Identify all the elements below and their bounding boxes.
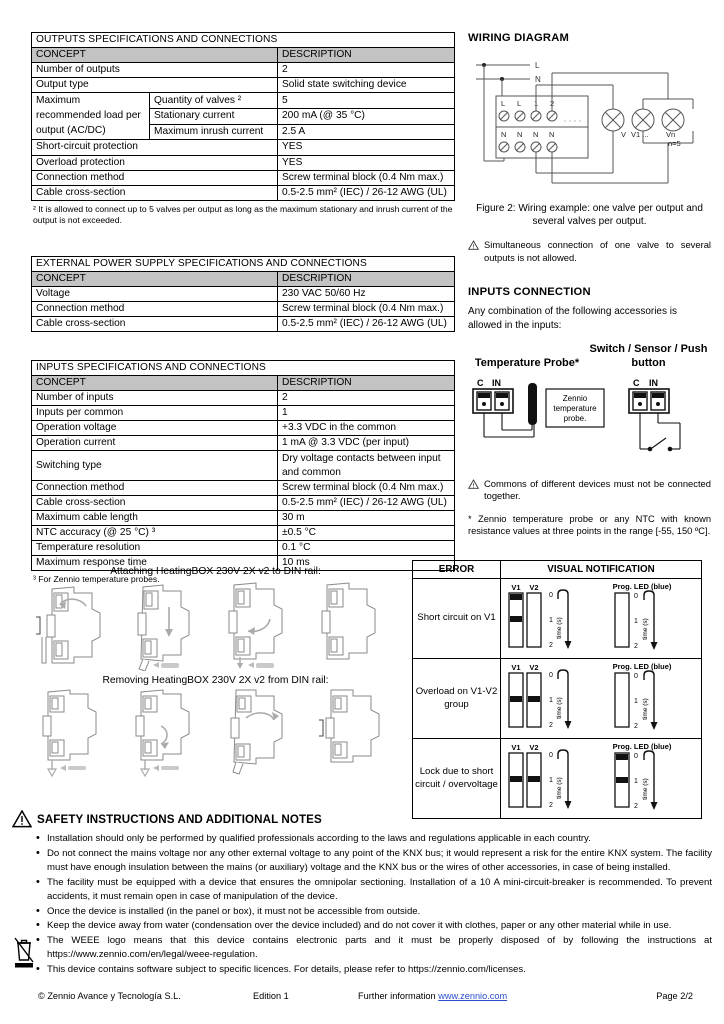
table-row <box>32 140 455 155</box>
cell-description: YES <box>278 155 455 170</box>
table-row <box>32 451 455 481</box>
axis-tick: 2 <box>549 642 553 649</box>
cell-concept: Operation current <box>32 436 278 451</box>
cell-description: 230 VAC 50/60 Hz <box>278 287 455 302</box>
commons-warning-text: Commons of different devices must not be connected together. <box>484 477 711 502</box>
table-row <box>32 480 455 495</box>
temperature-probe-heading: Temperature Probe* <box>474 357 580 370</box>
cell-description: 2.5 A <box>278 124 455 140</box>
axis-tick: 1 <box>549 697 553 704</box>
cell-concept: Operation voltage <box>32 421 278 436</box>
led-timing-diagram-row3 <box>503 741 699 813</box>
cell-description: Screw terminal block (0.4 Nm max.) <box>278 170 455 185</box>
column-header-visual-notification: VISUAL NOTIFICATION <box>501 561 702 579</box>
probe-box-line1: Zennio <box>562 393 588 403</box>
safety-title: SAFETY INSTRUCTIONS AND ADDITIONAL NOTES <box>37 812 322 826</box>
error-visual-cell <box>501 739 702 819</box>
cell-concept: Connection method <box>32 302 278 317</box>
axis-label: time (s) <box>556 697 563 719</box>
error-table <box>412 560 702 819</box>
table-row <box>32 287 455 302</box>
cell-concept: Cable cross-section <box>32 185 278 200</box>
table-row <box>32 93 455 109</box>
led-label-v1: V1 <box>511 743 521 752</box>
led-label-v2: V2 <box>529 743 539 752</box>
list-item: • Installation should only be performed by qualified professionals according to the laws and regulations applicable in each country. <box>38 832 712 846</box>
inputs-table <box>31 360 455 571</box>
terminal-label-c: C <box>477 377 484 388</box>
valve-label-first: V1 ... <box>631 130 649 139</box>
warning-triangle-icon <box>12 810 32 828</box>
axis-tick: 2 <box>549 722 553 729</box>
cell-description: 1 mA @ 3.3 VDC (per input) <box>278 436 455 451</box>
valve-label-single: V <box>621 130 627 139</box>
table-row <box>413 739 702 819</box>
prog-led-label: Prog. LED (blue) <box>612 662 672 671</box>
cell-description: 10 ms <box>278 555 455 570</box>
terminal-label-in: IN <box>492 377 501 388</box>
warning-triangle-icon <box>468 240 479 250</box>
footer-copyright: © Zennio Avance y Tecnología S.L. <box>38 991 181 1001</box>
power-supply-table <box>31 256 455 332</box>
cell-concept: Temperature resolution <box>32 540 278 555</box>
din-remove-caption: Removing HeatingBOX 230V 2X v2 from DIN rail: <box>102 675 329 686</box>
cell-concept: Output type <box>32 78 278 93</box>
din-attach-step-4 <box>313 579 397 671</box>
din-remove-steps <box>28 688 403 780</box>
terminal-label-c: C <box>633 377 640 388</box>
accessory-headings-row <box>468 343 711 371</box>
din-remove-step-2 <box>127 688 211 780</box>
safety-heading-row <box>12 810 712 828</box>
cell-subconcept: Quantity of valves ² <box>150 93 278 109</box>
power-supply-block <box>31 256 455 332</box>
cell-description: ±0.5 °C <box>278 525 455 540</box>
din-attach-caption: Attaching HeatingBOX 230V 2X v2 to DIN rail: <box>110 566 321 577</box>
cell-concept: Voltage <box>32 287 278 302</box>
inputs-specifications-block <box>31 360 455 585</box>
valve-label-last: Vn <box>666 130 676 139</box>
cell-description: Screw terminal block (0.4 Nm max.) <box>278 480 455 495</box>
outputs-table-title: OUTPUTS SPECIFICATIONS AND CONNECTIONS <box>32 33 455 48</box>
axis-label: time (s) <box>642 698 649 720</box>
power-table-title: EXTERNAL POWER SUPPLY SPECIFICATIONS AND CONNECTIONS <box>32 256 455 271</box>
table-row <box>32 540 455 555</box>
din-remove-step-3 <box>220 688 304 780</box>
axis-label: time (s) <box>556 617 563 639</box>
error-name: Overload on V1-V2 group <box>413 659 501 739</box>
led-label-v1: V1 <box>511 583 521 592</box>
din-remove-step-1 <box>34 688 118 780</box>
wiring-warning-text: Simultaneous connection of one valve to several outputs is not allowed. <box>484 239 711 263</box>
cell-description: YES <box>278 140 455 155</box>
axis-tick: 2 <box>634 723 638 730</box>
inputs-table-title: INPUTS SPECIFICATIONS AND CONNECTIONS <box>32 361 455 376</box>
error-name: Short circuit on V1 <box>413 579 501 659</box>
cell-concept-maxload: Maximum recommended load per output (AC/DC) <box>32 93 150 140</box>
cell-concept: Number of inputs <box>32 391 278 406</box>
wiring-label-L: L <box>535 61 540 70</box>
led-label-v1: V1 <box>511 663 521 672</box>
outputs-table <box>31 32 455 201</box>
inputs-connection-figure <box>468 375 711 465</box>
terminal-label: N <box>501 130 507 139</box>
column-header-description: DESCRIPTION <box>278 48 455 63</box>
cell-description: Screw terminal block (0.4 Nm max.) <box>278 302 455 317</box>
cell-description: 0.5-2.5 mm² (IEC) / 26-12 AWG (UL) <box>278 317 455 332</box>
column-header-concept: CONCEPT <box>32 48 278 63</box>
wiring-figure-caption: Figure 2: Wiring example: one valve per output and several valves per output. <box>476 203 703 228</box>
cell-description: 0.5-2.5 mm² (IEC) / 26-12 AWG (UL) <box>278 185 455 200</box>
outputs-specifications-block <box>31 32 455 226</box>
terminal-label: L <box>517 99 522 108</box>
axis-tick: 0 <box>549 592 553 599</box>
axis-tick: 1 <box>634 618 638 625</box>
table-row <box>32 376 455 391</box>
terminal-label: 2 <box>550 99 555 108</box>
cell-description: Dry voltage contacts between input and common <box>278 451 455 481</box>
terminal-label-in: IN <box>649 377 658 388</box>
footer-edition: Edition 1 <box>253 991 289 1001</box>
axis-tick: 0 <box>549 752 553 759</box>
error-visual-cell <box>501 579 702 659</box>
cell-concept: Number of outputs <box>32 63 278 78</box>
table-row <box>32 421 455 436</box>
cell-description: 0.1 °C <box>278 540 455 555</box>
error-name: Lock due to short circuit / overvoltage <box>413 739 501 819</box>
cell-concept: Cable cross-section <box>32 495 278 510</box>
table-row <box>32 271 455 286</box>
terminal-label: 1 <box>534 99 539 108</box>
error-visual-cell <box>501 659 702 739</box>
list-item: • The WEEE logo means that this device contains electronic parts and it must be properly disposed of by following the instructions at https://www.zennio.com/en/legal/weee-regulation. <box>38 934 712 962</box>
table-row <box>32 391 455 406</box>
list-item: • Once the device is installed (in the panel or box), it must not be accessible from outside. <box>38 905 712 919</box>
error-notification-section <box>412 560 702 819</box>
wiring-warning <box>468 239 711 264</box>
prog-led-label: Prog. LED (blue) <box>612 582 672 591</box>
list-item: • This device contains software subject to specific licences. For details, please refer to https://zennio.com/licenses. <box>38 963 712 977</box>
table-row <box>413 579 702 659</box>
safety-list <box>12 832 712 977</box>
axis-tick: 1 <box>549 617 553 624</box>
table-row <box>32 48 455 63</box>
column-header-concept: CONCEPT <box>32 376 278 391</box>
cell-description: Solid state switching device <box>278 78 455 93</box>
list-item: • The facility must be equipped with a device that ensures the omnipolar sectioning. Installation of a 10 A mini-circuit-breaker is recommended. To prevent accidents, it must remain open in case of manipulation of the device. <box>38 876 712 904</box>
wiring-diagram-heading: WIRING DIAGRAM <box>468 32 569 44</box>
din-attach-step-1 <box>34 579 118 671</box>
wiring-label-N: N <box>535 75 541 84</box>
cell-description: 2 <box>278 63 455 78</box>
cell-subconcept: Maximum inrush current <box>150 124 278 140</box>
led-label-v2: V2 <box>529 583 539 592</box>
led-timing-diagram-row2 <box>503 661 699 733</box>
table-row <box>413 659 702 739</box>
inputs-table-footnote: ³ For Zennio temperature probes. <box>33 573 160 584</box>
axis-label: time (s) <box>642 778 649 800</box>
valve-count-label: n=5 <box>668 139 681 148</box>
footer-further-info <box>358 991 631 1001</box>
table-row <box>32 406 455 421</box>
table-row <box>32 33 455 48</box>
terminal-label: L <box>501 99 506 108</box>
table-row <box>32 495 455 510</box>
axis-tick: 0 <box>549 672 553 679</box>
cell-description: 5 <box>278 93 455 109</box>
axis-tick: 1 <box>634 778 638 785</box>
cell-concept: Maximum cable length <box>32 510 278 525</box>
terminal-label: N <box>517 130 523 139</box>
cell-concept: Connection method <box>32 480 278 495</box>
wiring-diagram-figure <box>468 51 711 191</box>
table-row <box>32 78 455 93</box>
cell-concept: Switching type <box>32 451 278 481</box>
prog-led-label: Prog. LED (blue) <box>612 742 672 751</box>
cell-concept: Inputs per common <box>32 406 278 421</box>
column-header-concept: CONCEPT <box>32 271 278 286</box>
table-row <box>32 256 455 271</box>
din-attach-step-2 <box>127 579 211 671</box>
page-footer <box>38 991 693 1001</box>
cell-concept: Overload protection <box>32 155 278 170</box>
axis-tick: 1 <box>549 777 553 784</box>
cell-description: 30 m <box>278 510 455 525</box>
cell-concept: Connection method <box>32 170 278 185</box>
cell-description: 2 <box>278 391 455 406</box>
axis-tick: 0 <box>634 673 638 680</box>
cell-concept: Maximum response time <box>32 555 278 570</box>
din-attach-step-3 <box>220 579 304 671</box>
weee-logo-icon <box>12 935 36 969</box>
table-row <box>32 185 455 200</box>
column-header-error: ERROR <box>413 561 501 579</box>
cell-description: +3.3 VDC in the common <box>278 421 455 436</box>
zennio-website-link[interactable]: www.zennio.com <box>438 991 508 1001</box>
led-timing-diagram-row1 <box>503 581 699 653</box>
din-attach-steps <box>28 579 403 671</box>
footer-page-number: Page 2/2 <box>656 991 693 1001</box>
left-column <box>31 32 455 585</box>
inputs-connection-intro: Any combination of the following accessories is allowed in the inputs: <box>468 306 677 331</box>
list-item: • Keep the device away from water (condensation over the device included) and do not cover it with clothes, paper or any other material while in use. <box>38 919 712 933</box>
table-row <box>32 510 455 525</box>
warning-triangle-icon <box>468 479 479 489</box>
din-remove-step-4 <box>313 688 397 780</box>
right-column <box>468 32 711 538</box>
led-label-v2: V2 <box>529 663 539 672</box>
probe-box-line2: temperature <box>553 403 597 413</box>
table-row <box>32 155 455 170</box>
outputs-table-footnote: ² It is allowed to connect up to 5 valves per output as long as the maximum stationary and inrush current of the output is not exceeded. <box>33 203 453 225</box>
axis-tick: 0 <box>634 593 638 600</box>
cell-description: 200 mA (@ 35 °C) <box>278 108 455 124</box>
cell-concept: NTC accuracy (@ 25 °C) ³ <box>32 525 278 540</box>
table-row <box>413 561 702 579</box>
probe-box-line3: probe. <box>563 413 587 423</box>
switch-sensor-heading: Switch / Sensor / Push button <box>589 343 708 370</box>
terminal-label: N <box>533 130 539 139</box>
column-header-description: DESCRIPTION <box>278 271 455 286</box>
cell-concept: Cable cross-section <box>32 317 278 332</box>
table-row <box>32 63 455 78</box>
axis-tick: 2 <box>634 643 638 650</box>
cell-description: 0.5-2.5 mm² (IEC) / 26-12 AWG (UL) <box>278 495 455 510</box>
probe-footnote: * Zennio temperature probe or any NTC with known resistance values at three points in the range [-55, 150 ºC]. <box>468 513 711 537</box>
axis-tick: 2 <box>634 803 638 810</box>
cell-description: 1 <box>278 406 455 421</box>
cell-concept: Short-circuit protection <box>32 140 278 155</box>
table-row <box>32 302 455 317</box>
table-row <box>32 361 455 376</box>
axis-tick: 1 <box>634 698 638 705</box>
safety-section <box>12 810 712 978</box>
table-row <box>32 170 455 185</box>
list-item: • Do not connect the mains voltage nor any other external voltage to any point of the KNX bus; it would represent a risk for the entire KNX system. The facility must have enough insulation between the mains (or auxiliary) voltage and the KNX bus or the wires of other accessories, in case of being installed. <box>38 847 712 875</box>
axis-tick: 0 <box>634 753 638 760</box>
inputs-connection-heading: INPUTS CONNECTION <box>468 286 591 299</box>
footer-further-info-label: Further information <box>358 991 436 1001</box>
axis-tick: 2 <box>549 802 553 809</box>
axis-label: time (s) <box>642 618 649 640</box>
din-rail-section <box>28 566 403 780</box>
axis-label: time (s) <box>556 777 563 799</box>
cell-subconcept: Stationary current <box>150 108 278 124</box>
table-row <box>32 317 455 332</box>
commons-warning <box>468 478 711 503</box>
terminal-label: N <box>549 130 555 139</box>
column-header-description: DESCRIPTION <box>278 376 455 391</box>
table-row <box>32 525 455 540</box>
table-row <box>32 436 455 451</box>
